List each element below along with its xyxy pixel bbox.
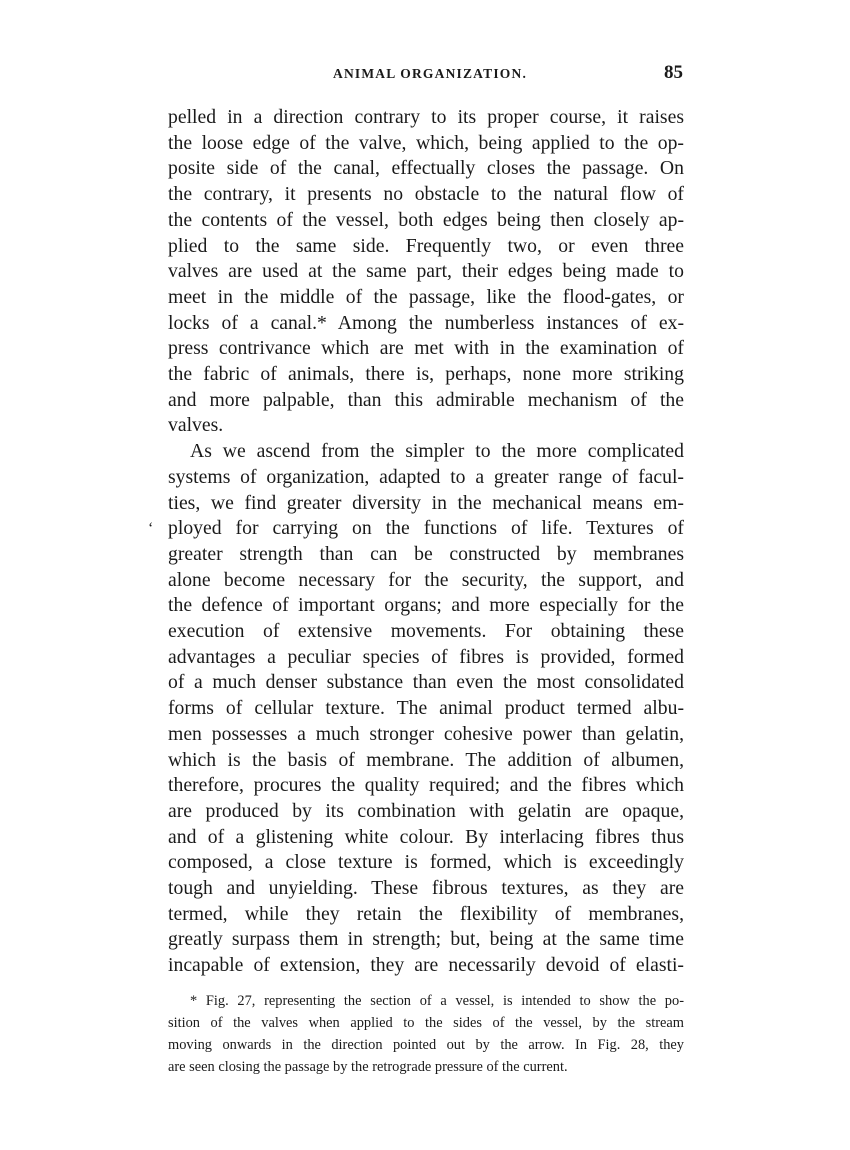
body-line: forms of cellular texture. The animal product termed albu-: [168, 697, 684, 720]
body-line: advantages a peculiar species of fibres is provided, formed: [168, 645, 684, 668]
body-line: ties, we find greater diversity in the mechanical means em-: [168, 491, 684, 514]
body-line: of a much denser substance than even the most consolidated: [168, 671, 684, 694]
body-line: termed, while they retain the flexibility of membranes,: [168, 902, 684, 925]
footnote-line: moving onwards in the direction pointed out by the arrow. In Fig. 28, they: [168, 1037, 684, 1053]
running-head: ANIMAL ORGANIZATION.: [333, 66, 528, 81]
stray-mark: ‘: [148, 520, 154, 537]
body-line: greater strength than can be constructed by membranes: [168, 542, 684, 565]
body-line: which is the basis of membrane. The addition of albumen,: [168, 748, 684, 771]
body-line: valves.: [168, 414, 224, 437]
body-line: As we ascend from the simpler to the more complicated: [190, 440, 684, 463]
body-line: tough and unyielding. These fibrous textures, as they are: [168, 877, 684, 899]
body-line: the loose edge of the valve, which, being applied to the op-: [168, 131, 684, 154]
body-line: locks of a canal.* Among the numberless instances of ex-: [168, 311, 684, 334]
footnote-line: are seen closing the passage by the retrograde pressure of the current.: [168, 1059, 568, 1075]
body-line: incapable of extension, they are necessarily devoid of elasti-: [168, 954, 684, 977]
body-line: ployed for carrying on the functions of life. Textures of: [168, 517, 684, 540]
body-line: the contents of the vessel, both edges being then closely ap-: [168, 208, 684, 231]
body-line: alone become necessary for the security, the support, and: [168, 568, 684, 591]
body-line: the contrary, it presents no obstacle to the natural flow of: [168, 183, 684, 206]
body-line: and of a glistening white colour. By interlacing fibres thus: [168, 825, 684, 848]
page-number: 85: [664, 62, 683, 83]
body-line: men possesses a much stronger cohesive power than gelatin,: [168, 722, 684, 745]
body-line: plied to the same side. Frequently two, or even three: [168, 234, 684, 257]
body-line: execution of extensive movements. For obtaining these: [168, 620, 684, 642]
body-line: meet in the middle of the passage, like the flood-gates, or: [168, 285, 684, 308]
body-line: pelled in a direction contrary to its proper course, it raises: [168, 106, 684, 128]
body-line: composed, a close texture is formed, which is exceedingly: [168, 851, 684, 874]
footnote-line: sition of the valves when applied to the sides of the vessel, by the stream: [168, 1015, 684, 1031]
body-line: press contrivance which are met with in the examination of: [168, 337, 684, 360]
body-line: the defence of important organs; and more especially for the: [168, 594, 684, 617]
body-line: and more palpable, than this admirable mechanism of the: [168, 388, 684, 411]
body-line: posite side of the canal, effectually closes the passage. On: [168, 157, 684, 180]
body-line: are produced by its combination with gelatin are opaque,: [168, 799, 684, 822]
body-line: greatly surpass them in strength; but, being at the same time: [168, 928, 684, 951]
body-line: the fabric of animals, there is, perhaps, none more striking: [168, 363, 684, 385]
footnote-line: * Fig. 27, representing the section of a vessel, is intended to show the po-: [190, 993, 684, 1009]
page-header: [165, 62, 685, 86]
body-line: valves are used at the same part, their edges being made to: [168, 260, 684, 283]
body-line: therefore, procures the quality required; and the fibres which: [168, 774, 684, 797]
body-line: systems of organization, adapted to a greater range of facul-: [168, 465, 684, 488]
